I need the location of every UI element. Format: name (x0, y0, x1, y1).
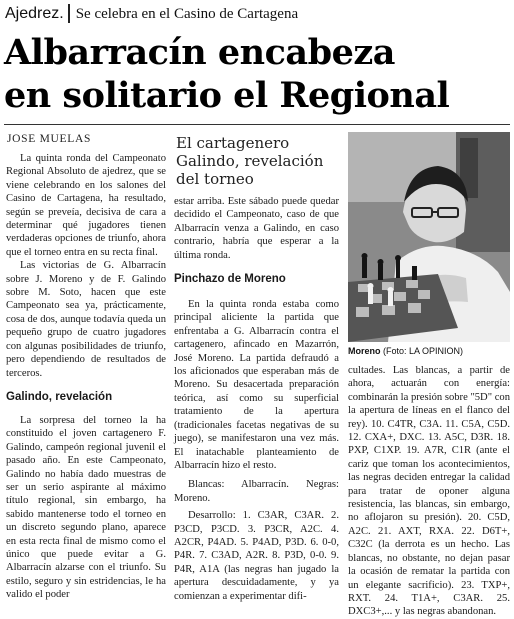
paragraph: Desarrollo: 1. C3AR, C3AR. 2. P3CD, P3CD. 3. P3CR, A2C. 4. A2CR, P4AD. 5. P4AD, P3D. 6. 0-0, P4R. 7. C3AD, A2R. 8. P3D, 0-0. 9. P4R, A1A (las negras han jugado la apertura descuidadamente, y ya comienzan a experimentar difi- (174, 510, 339, 602)
byline: JOSE MUELAS (7, 133, 92, 145)
article-column-1 (6, 152, 166, 602)
paragraph: cultades. Las blancas, a partir de ahora, actuarán con energía: combinarán la presión sobre "5D" con la apertura de líneas en el flanco del rey). 10. C4TR, C3A. 11. C5A, C5D. 12. CXA+, DXC. 13. A5C, D3R. 18. PXP, C1XP. 19. A7R, C1R (ante el cariz que toman los acontecimientos, las negras deciden entregar la calidad para tratar de oponer alguna resistencia, las blancas, sin embargo, no aflojaron su presión). 20. C5D, A2C. 21. AXT, RXA. 22. D6T+, C32C (la derrota es un hecho. Las blancas, no obstante, no dejan pasar la ocasión de rematar la partida con un elegante sacrificio). 23. TXP+, RXT. 24. T1A+, C3AR. 25. DXC3+,... y las negras abandonan. (348, 365, 510, 618)
headline-rule (4, 124, 510, 125)
article-column-2 (174, 195, 339, 603)
photo-caption (348, 346, 510, 357)
headline (4, 31, 512, 117)
caption-credit: (Foto: LA OPINION) (383, 346, 464, 356)
article-column-3 (348, 364, 510, 619)
paragraph: La sorpresa del torneo la ha constituido el joven cartagenero F. Galindo, campeón regional juvenil el pasado año. En este Campeonato, Galindo no había dado muestras de ser un serio aspirante al máximo título regional, sin embargo, ha sabido mantenerse todo el torneo en un discreto segundo plano, aparece en esta recta final de mismo como el único que puede evitar a G. Albarracín alzarse con el triunfo. Su estilo, seguro y sin estridencias, le ha valido el poder (6, 414, 166, 601)
subhead-galindo: Galindo, revelación (6, 390, 113, 403)
photo (348, 132, 510, 342)
headline-line-2: en solitario el Regional (4, 75, 450, 116)
section-bar (4, 4, 509, 24)
paragraph: En la quinta ronda estaba como principal aliciente la partida que enfrentaba a G. Albarracín contra el cartagenero, afincado en Mazarrón, José Moreno. La partida defraudó a los aficionados que esperaban más de Moreno. Su desacertada preparación teórica, así como su superficial tratamiento de la apertura (tradicionales facetas negativas de su juego), se manifestaron una vez más. El inatachable planteamiento de Albarracín hizo el resto. (174, 299, 339, 471)
pull-quote: El cartagenero Galindo, revelación del torneo (176, 134, 324, 188)
paragraph: La quinta ronda del Campeonato Regional Absoluto de ajedrez, que se viene celebrando en los salones del Casino de Cartagena, ha resultado, según se preveía, decisiva de cara a determinar qué jugadores tienen verdaderas opciones de triunfo, ahora que el torneo entra en su recta final. (6, 153, 166, 258)
headline-line-1: Albarracín encabeza (4, 32, 395, 73)
section-subtitle: Se celebra en el Casino de Cartagena (75, 6, 299, 22)
paragraph: Blancas: Albarracín. Negras: Moreno. (174, 479, 339, 504)
caption-name: Moreno (348, 346, 381, 356)
photo-illustration (348, 132, 510, 342)
section-tag: Ajedrez. (4, 4, 70, 23)
paragraph: estar arriba. Este sábado puede quedar decidido el Campeonato, caso de que Albarracín venza a Galindo, en caso contrario, habría que esperar a la última ronda. (174, 196, 339, 261)
paragraph: Las victorias de G. Albarracín sobre J. Moreno y de F. Galindo sobre M. Soto, hacen que este Campeonato sea ya, prácticamente, cosa de dos, aunque todavía queda un pequeño grupo de cuatro jugadores con algunas posibilidades de triunfo, pero dependiendo de resultados de terceros. (6, 260, 166, 379)
subhead-moreno: Pinchazo de Moreno (174, 273, 286, 286)
